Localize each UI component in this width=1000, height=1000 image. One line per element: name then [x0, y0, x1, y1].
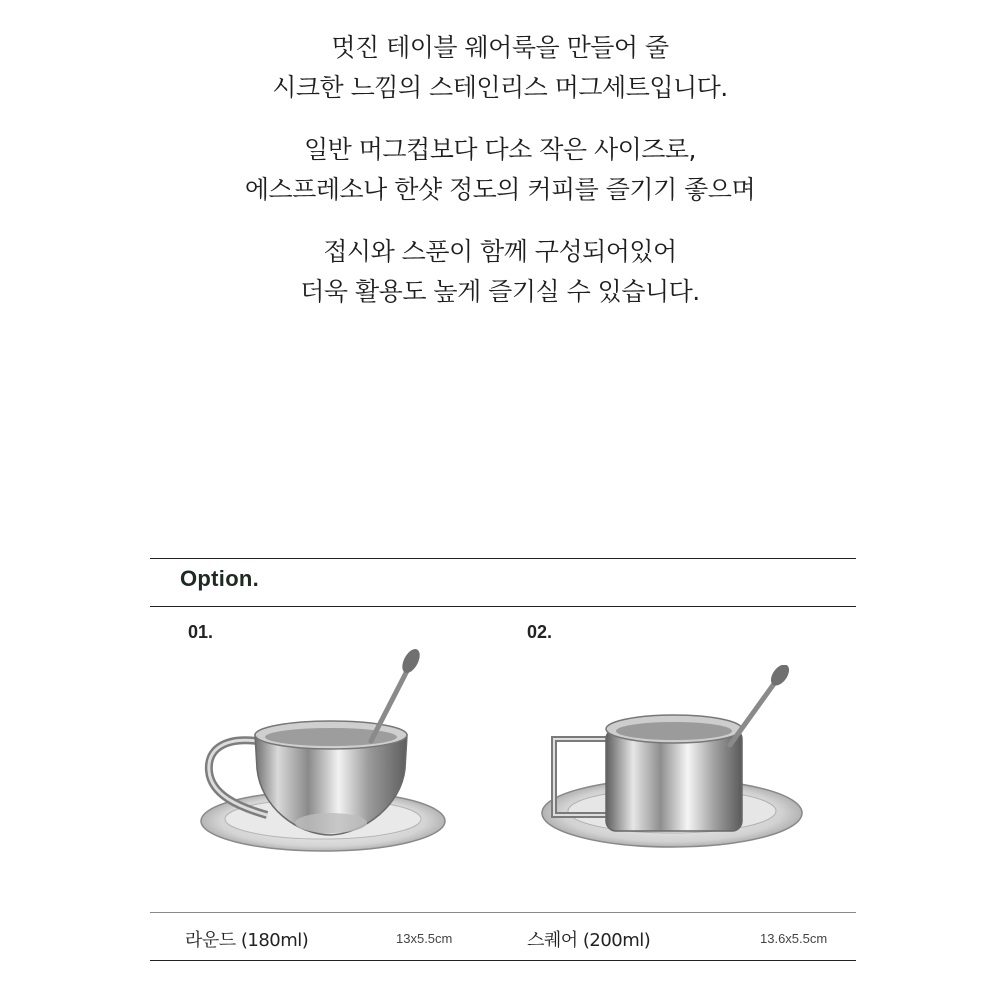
option-size-2: 13.6x5.5cm: [760, 931, 828, 946]
option-number-2: 02.: [527, 622, 553, 642]
option-bottom-divider-top: [150, 912, 856, 913]
option-number-1: 01.: [188, 622, 214, 642]
option-section-title: Option.: [180, 566, 260, 591]
intro-line: 멋진 테이블 웨어룩을 만들어 줄: [331, 33, 669, 62]
option-size-1: 13x5.5cm: [396, 931, 453, 946]
intro-line: 더욱 활용도 높게 즐기실 수 있습니다.: [300, 277, 700, 306]
intro-line: 에스프레소나 한샷 정도의 커피를 즐기기 좋으며: [244, 175, 756, 204]
round-cup-image: [195, 645, 455, 860]
option-header-divider: [150, 606, 856, 607]
cup-body: [606, 729, 742, 831]
intro-paragraph-3: [0, 232, 1000, 312]
option-top-divider: [150, 558, 856, 559]
intro-line: 시크한 느낌의 스테인리스 머그세트입니다.: [272, 73, 728, 102]
option-bottom-divider: [150, 960, 856, 961]
intro-text: [0, 28, 1000, 334]
option-name-1: 라운드 (180ml): [185, 930, 309, 951]
intro-paragraph-2: [0, 130, 1000, 210]
spoon: [730, 681, 776, 745]
intro-line: 접시와 스푼이 함께 구성되어있어: [323, 237, 677, 266]
option-name-2: 스퀘어 (200ml): [527, 930, 651, 951]
square-cup-image: [540, 665, 805, 860]
intro-paragraph-1: [0, 28, 1000, 108]
intro-line: 일반 머그컵보다 다소 작은 사이즈로,: [304, 135, 696, 164]
